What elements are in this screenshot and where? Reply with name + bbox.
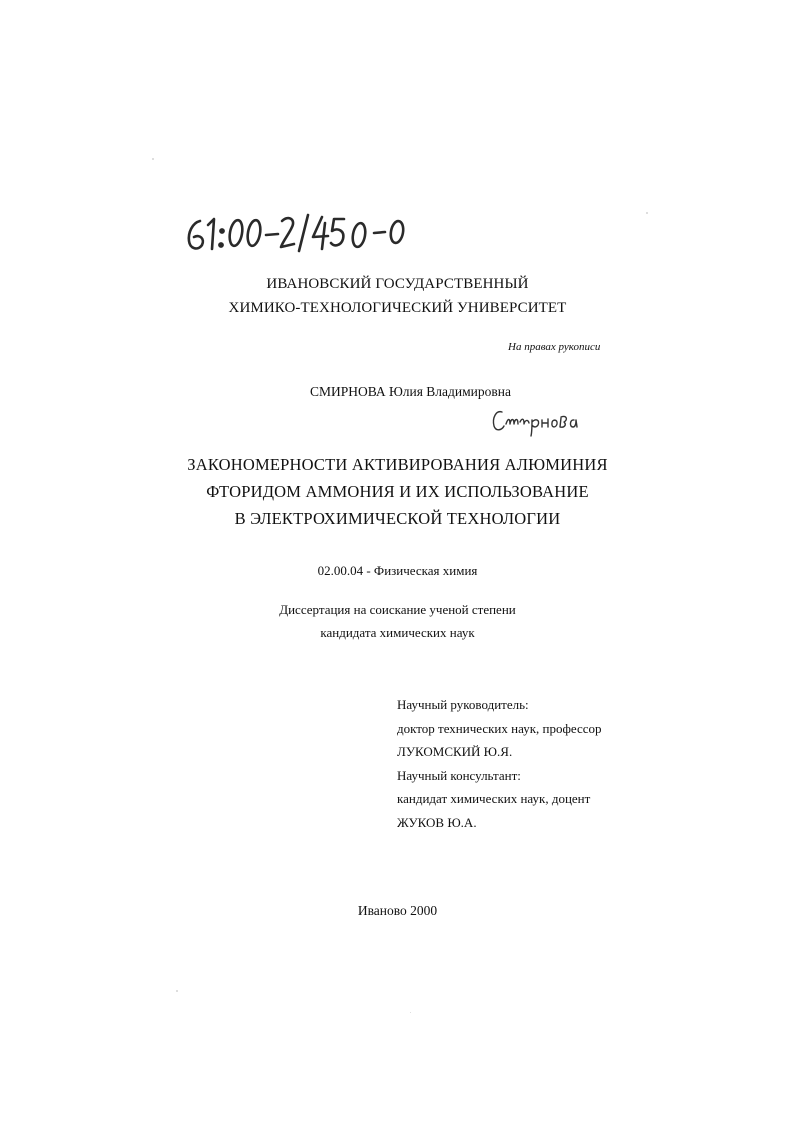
specialty-code: 02.00.04 - Физическая химия <box>317 563 478 578</box>
dissertation-title-line-2: ФТОРИДОМ АММОНИЯ И ИХ ИСПОЛЬЗОВАНИЕ <box>206 482 589 501</box>
handwritten-catalog-code <box>182 207 422 257</box>
supervisor-name: ЛУКОМСКИЙ Ю.Я. <box>397 744 513 759</box>
supervisor-label: Научный руководитель: <box>397 697 529 712</box>
scan-speck <box>646 212 648 214</box>
university-name-line-2: ХИМИКО-ТЕХНОЛОГИЧЕСКИЙ УНИВЕРСИТЕТ <box>228 300 567 316</box>
scan-speck <box>176 990 178 992</box>
author-name: СМИРНОВА Юлия Владимировна <box>310 384 511 399</box>
city-and-year: Иваново 2000 <box>357 903 438 918</box>
degree-line-1: Диссертация на соискание ученой степени <box>279 602 516 617</box>
advisors-block <box>397 693 602 834</box>
supervisor-degree: доктор технических наук, профессор <box>397 720 602 736</box>
dissertation-title-line-1: ЗАКОНОМЕРНОСТИ АКТИВИРОВАНИЯ АЛЮМИНИЯ <box>187 455 608 474</box>
author-signature <box>488 400 588 438</box>
degree-line-2: кандидата химических наук <box>320 625 475 640</box>
rights-note: На правах рукописи <box>508 341 601 353</box>
scan-speck <box>152 158 154 160</box>
scan-speck <box>410 1012 411 1013</box>
university-name-line-1: ИВАНОВСКИЙ ГОСУДАРСТВЕННЫЙ <box>266 276 529 292</box>
consultant-name: ЖУКОВ Ю.А. <box>397 814 477 830</box>
consultant-label: Научный консультант: <box>397 767 521 783</box>
dissertation-title-line-3: В ЭЛЕКТРОХИМИЧЕСКОЙ ТЕХНОЛОГИИ <box>234 509 561 528</box>
consultant-degree: кандидат химических наук, доцент <box>397 791 591 806</box>
